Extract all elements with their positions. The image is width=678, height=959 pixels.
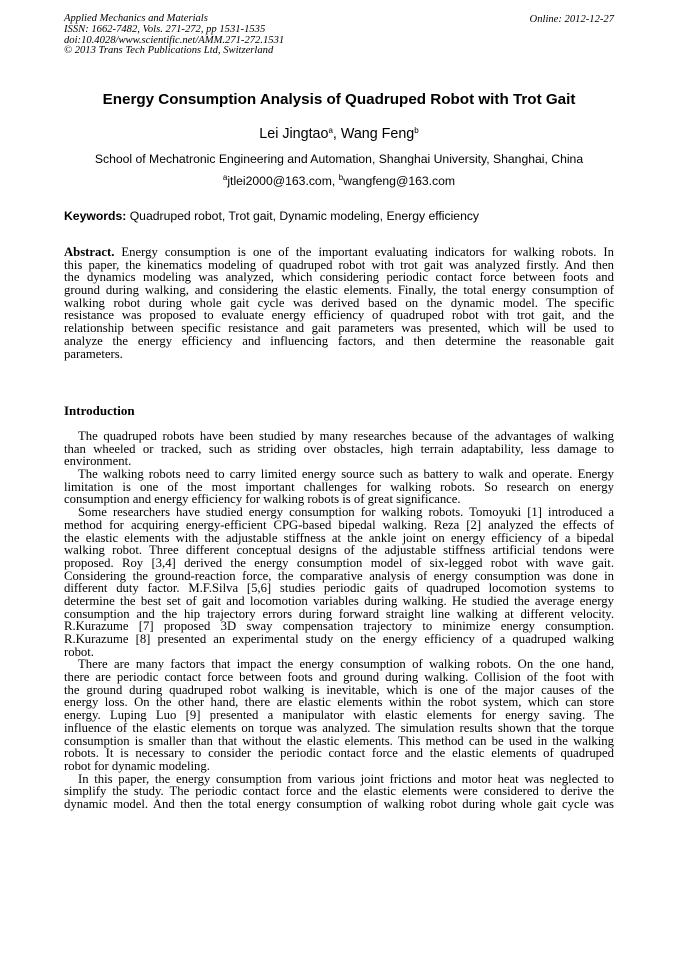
abstract-line-text: Energy consumption is one of the important evaluating indicators for walking robots. In [114,245,614,259]
paragraph [64,656,614,773]
paragraph-line: Some researchers have studied energy consumption for walking robots. Tomoyuki [1] introduced a [78,505,614,520]
paragraph-line: influence of the elastic elements on torque was analyzed. The simulation results shown that the torque [64,720,614,735]
paragraph-line: energy loss. On the other hand, there are elastic elements within the robot system, which can store [64,695,614,710]
paragraph-line: dynamic model. And then the total energy consumption of walking robot during whole gait cycle was [64,796,614,811]
author-affil-mark: b [414,126,419,135]
paragraph-line: robot. [64,644,94,659]
abstract-line [64,320,614,336]
paragraph-line: Considering the ground-reaction force, the comparative analysis of energy consumption was done in [64,568,614,583]
abstract [64,244,614,361]
abstract-line [64,295,614,308]
abstract-line [64,307,614,323]
paragraph-line: than wheeled or tracked, such as striding over obstacles, high terrain adaptability, less damage to [64,441,614,456]
abstract-line [64,269,614,285]
paragraph-line: determine the best set of gait and locomotion variables during walking. He studied the average energy [64,593,614,608]
journal-name: Applied Mechanics and Materials [64,13,208,24]
paragraph [64,466,614,507]
paragraph-line: limitation is one of the most important challenges for walking robots. So research on energy [64,479,614,494]
abstract-line [64,244,614,257]
paragraph-line: In this paper, the energy consumption from various joint frictions and motor heat was neglected to [78,771,614,786]
abstract-line [64,282,614,298]
author-email[interactable]: wangfeng@163.com [343,174,456,188]
paragraph-line: the elastic elements with the adjustable stiffness at the ankle joint on energy efficiency of a bipedal [64,530,614,545]
publication-header [64,14,284,57]
paragraph-line: consumption is smaller than that without the elastic elements. This method can be used in the walking [64,733,614,748]
abstract-line-text: walking robot during whole gait cycle was derived based on the dynamic model. The specific [64,295,614,310]
section-heading-introduction: Introduction [64,403,135,418]
paragraph-line: environment. [64,454,132,469]
abstract-line-text: the dynamics modeling was analyzed, which considering periodic contact force between foots and [64,270,614,285]
paragraph-line: different duty factor. M.F.Silva [5,6] studies periodic gaits of quadruped locomotion systems to [64,581,614,596]
paragraph-line: There are many factors that impact the energy consumption of walking robots. On the one hand, [78,657,614,672]
authors [0,126,678,142]
paragraph-line: consumption and energy efficiency for walking robots is of great significance. [64,492,461,507]
author-email[interactable]: jtlei2000@163.com [227,174,332,188]
abstract-line-text: analyze the energy efficiency and influencing factors, and then determine the reasonable gait [64,333,614,348]
keywords [64,209,479,223]
paragraph-line: The quadruped robots have been studied by many researches because of the advantages of walking [78,429,614,443]
author-name: Wang Feng [340,126,415,142]
paragraph-line: consumption and the hip trajectory errors during forward straight line walking at different velocity. [64,606,614,621]
paragraph-line: there are periodic contact force between foots and ground during walking. Collision of the foot with [64,670,614,685]
abstract-line-text: relationship between specific resistance and gait parameters was presented, which will be used to [64,321,614,336]
paragraph-line: The walking robots need to carry limited energy source such as battery to walk and operate. Energy [78,467,614,482]
paragraph-line: robots. It is necessary to consider the periodic contact force and the elastic elements of quadruped [64,746,614,761]
issn-line: ISSN: 1662-7482, Vols. 271-272, pp 1531-1535 [64,23,266,35]
doi-line: doi:10.4028/www.scientific.net/AMM.271-272.1531 [64,34,285,46]
affiliation: School of Mechatronic Engineering and Automation, Shanghai University, Shanghai, China [94,152,584,166]
paper-title: Energy Consumption Analysis of Quadruped Robot with Trot Gait [102,91,576,108]
author-affil-mark: a [328,126,333,135]
paragraph-line: simplify the study. The periodic contact force and the elastic elements were considered to derive the [64,784,614,799]
abstract-line [64,333,614,346]
paragraph-line: method for acquiring energy-efficient CPG-based bipedal walking. Reza [2] analyzed the effects of [64,517,614,532]
abstract-line-text: this paper, the kinematics modeling of quadruped robot with trot gait was analyzed firstly. And then [64,257,614,272]
author-separator: , [332,126,341,142]
introduction-body [64,428,614,809]
abstract-line-text: parameters. [64,346,123,361]
keywords-label: Keywords: [64,209,127,223]
paragraph [64,771,614,809]
copyright-line: © 2013 Trans Tech Publications Ltd, Switzerland [64,45,274,57]
email-mark: b [338,173,344,182]
email-mark: a [222,173,228,182]
abstract-line-text: resistance was proposed to evaluate energy efficiency of quadruped robot with trot gait, and the [64,308,614,323]
paragraph-line: proposed. Roy [3,4] derived the energy consumption model of six-legged robot with wave gait. [64,555,614,570]
online-date: Online: 2012-12-27 [529,14,614,25]
abstract-label: Abstract. [64,245,115,259]
paragraph [64,504,614,659]
email-separator: , [331,174,339,188]
author-emails [0,174,678,188]
author-name: Lei Jingtao [259,126,329,142]
paragraph-line: robot for dynamic modeling. [64,758,210,773]
paragraph [64,428,614,469]
keywords-text: Quadruped robot, Trot gait, Dynamic modeling, Energy efficiency [126,209,480,223]
abstract-line [64,257,614,270]
paragraph-line: walking robot. Three different conceptual designs of the adjustable stiffness artificial tendons were [64,543,614,558]
paragraph-line: the ground during quadruped robot walking is inevitable, which is one of the major causes of the [64,682,614,697]
paragraph-line: energy. Luping Luo [9] presented a manipulator with elastic elements for energy saving. The [64,708,614,723]
paragraph-line: R.Kurazume [7] proposed 3D sway compensation trajectory to minimize energy consumption. [64,619,614,634]
paragraph-line: R.Kurazume [8] presented an experimental study on the energy efficiency of a quadruped walking [64,632,614,646]
abstract-line-text: ground during walking, and considering the elastic elements. Finally, the total energy consumption of [64,283,614,298]
